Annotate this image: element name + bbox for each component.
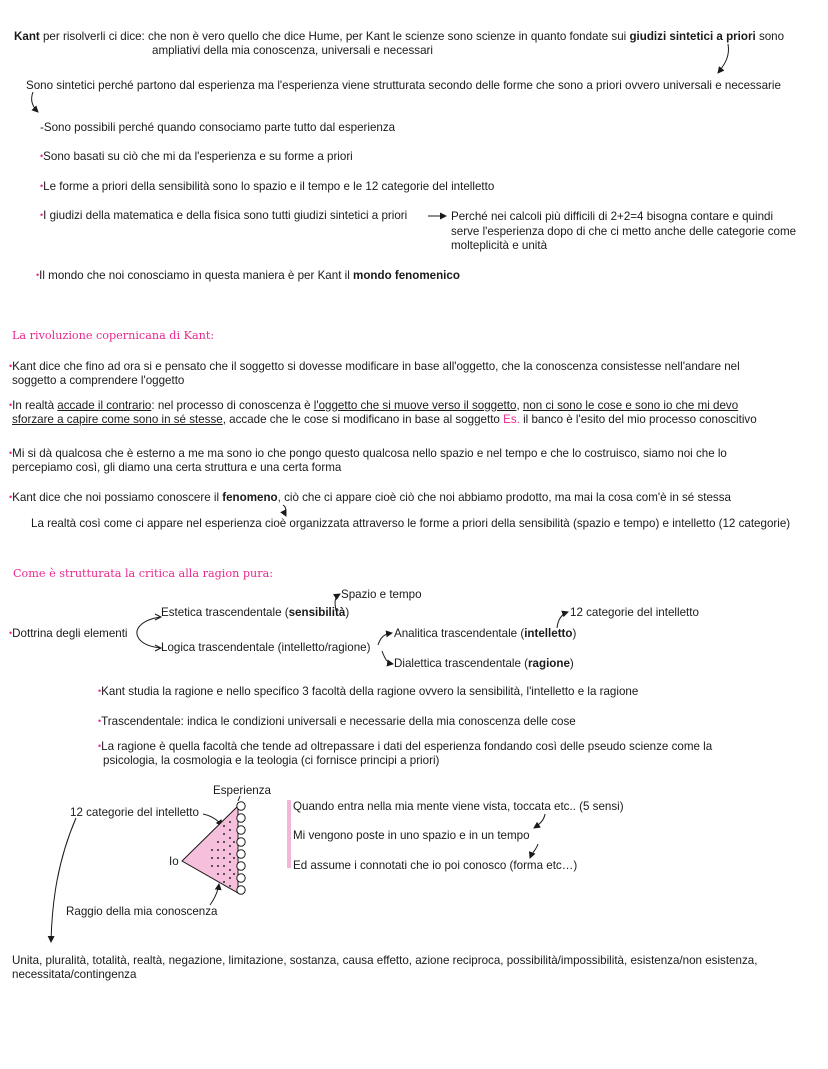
label-dialettica: Dialettica trascendentale (ragione): [394, 657, 574, 670]
bullet-dot: •: [40, 181, 44, 191]
bullet-dot: •: [9, 361, 13, 371]
label-estetica: Estetica trascendentale (sensibilità): [161, 606, 350, 619]
knowledge-cone: [182, 806, 238, 893]
arrow-categorie: [557, 612, 568, 628]
diagram-desc-1: Quando entra nella mia mente viene vista, toccata etc.. (5 sensi): [293, 800, 624, 813]
label-dottrina: •Dottrina degli elementi: [9, 627, 128, 640]
arrow-esperienza: [238, 796, 240, 801]
math-note-3: molteplicità e unità: [451, 239, 548, 252]
diagram-desc-3: Ed assume i connotati che io poi conosco (forma etc…): [293, 859, 578, 872]
intro-line-3: Sono sintetici perché partono dal esperienza ma l'esperienza viene strutturata secondo delle forme che sono a priori ovvero universali e necessarie: [26, 79, 781, 92]
struttura-note-1: •Kant studia la ragione e nello specifico 3 facoltà della ragione ovvero la sensibilità, l'intelletto e la ragione: [98, 685, 639, 698]
struttura-note-2: •Trascendentale: indica le condizioni universali e necessarie della mia conoscenza delle cose: [98, 715, 576, 728]
arrow-categorie-list: [51, 818, 76, 942]
bullet-dot: •: [9, 400, 13, 410]
intro-line-1: Kant per risolverli ci dice: che non è vero quello che dice Hume, per Kant le scienze sono scienze in quanto fondate sui giudizi sintetici a priori sono: [14, 30, 785, 43]
math-note-1: Perché nei calcoli più difficili di 2+2=4 bisogna contare e quindi: [451, 210, 774, 223]
bullet-dot: •: [36, 270, 40, 280]
kant-name: Kant: [14, 30, 40, 43]
brace-dottrina: [137, 617, 160, 648]
rivoluzione-realta: La realtà così come ci appare nel esperienza cioè organizzata attraverso le forme a priori della sensibilità (spazio e tempo) e intelletto (12 categorie): [31, 517, 791, 530]
example-label: Es.: [503, 413, 520, 426]
rivoluzione-bullet-4: •Kant dice che noi possiamo conoscere il fenomeno, ciò che ci appare cioè ciò che noi abbiamo prodotto, ma mai la cosa com'è in sé stessa: [9, 491, 731, 504]
heading-rivoluzione: La rivoluzione copernicana di Kant:: [12, 329, 215, 342]
struttura-note-3-cont: psicologia, la cosmologia e la teologia (ci fornisce principi a priori): [103, 754, 440, 767]
bullet-dot: •: [98, 686, 102, 696]
diagram-desc-2: Mi vengono poste in uno spazio e in un tempo: [293, 829, 530, 842]
bullet-dot: •: [98, 741, 102, 751]
arrow-fenomeno: [283, 505, 286, 516]
arrow-desc-2: [530, 844, 538, 858]
bullet-dot: •: [40, 210, 44, 220]
arrow-spazio: [335, 594, 340, 610]
rivoluzione-bullet-2: •In realtà accade il contrario: nel processo di conoscenza è l'oggetto che si muove verso il soggetto, non ci sono le cose e sono io che mi devo: [9, 399, 739, 412]
label-esperienza: Esperienza: [213, 784, 272, 797]
bullet-basati: •Sono basati su ciò che mi da l'esperienza e su forme a priori: [40, 150, 353, 163]
bullet-possibili: -Sono possibili perché quando consociamo parte tutto dal esperienza: [40, 121, 396, 134]
label-io: Io: [169, 855, 179, 868]
rivoluzione-bullet-1-cont: soggetto a comprendere l'oggetto: [12, 374, 185, 387]
intro-line-2: ampliativi della mia conoscenza, universali e necessari: [152, 44, 433, 57]
categorie-list-2: necessitata/contingenza: [12, 968, 137, 981]
rivoluzione-bullet-3: •Mi si dà qualcosa che è esterno a me ma sono io che pongo questo qualcosa nello spazio e nel tempo e che lo costruisco, siamo noi che lo: [9, 447, 727, 460]
arrow-desc-1: [534, 814, 545, 828]
label-categorie: 12 categorie del intelletto: [570, 606, 699, 619]
categorie-list-1: Unita, pluralità, totalità, realtà, negazione, limitazione, sostanza, causa effetto, azione reciproca, possibilità/impossibilità, esistenza/non esistenza,: [12, 954, 758, 967]
brace-logica: [378, 633, 392, 645]
math-note-2: serve l'esperienza dopo di che ci metto anche delle categorie come: [451, 225, 797, 238]
label-analitica: Analitica trascendentale (intelletto): [394, 627, 577, 640]
label-spazio-tempo: Spazio e tempo: [341, 588, 422, 601]
label-raggio: Raggio della mia conoscenza: [66, 905, 218, 918]
heading-struttura: Come è strutturata la critica alla ragion pura:: [13, 567, 274, 580]
rivoluzione-bullet-2-cont: sforzare a capire come sono in sé stesse, accade che le cose si modificano in base al soggetto Es. il banco è l'esito del mio processo conoscitivo: [12, 413, 757, 426]
bullet-dot: •: [40, 151, 44, 161]
rivoluzione-bullet-1: •Kant dice che fino ad ora si e pensato che il soggetto si dovesse modificare in base all'oggetto, che la conoscenza consistesse nell'andare nel: [9, 360, 740, 373]
rivoluzione-bullet-3-cont: percepiamo così, gli diamo una certa struttura e una certa forma: [12, 461, 342, 474]
bullet-giudizi: •I giudizi della matematica e della fisica sono tutti giudizi sintetici a priori: [40, 209, 408, 222]
bullet-forme: •Le forme a priori della sensibilità sono lo spazio e il tempo e le 12 categorie del intelletto: [40, 180, 495, 193]
bullet-dot: •: [98, 716, 102, 726]
bullet-mondo: •Il mondo che noi conosciamo in questa maniera è per Kant il mondo fenomenico: [36, 269, 460, 282]
bullet-dot: •: [9, 628, 13, 638]
arrow-sono-sintetici: [32, 92, 38, 112]
label-logica: Logica trascendentale (intelletto/ragione): [161, 641, 371, 654]
arrow-sintetici: [718, 44, 729, 73]
bullet-dot: •: [9, 448, 13, 458]
label-diagram-categorie: 12 categorie del intelletto: [70, 806, 199, 819]
bullet-dot: •: [9, 492, 13, 502]
arrow-raggio: [210, 884, 219, 905]
struttura-note-3: •La ragione è quella facoltà che tende ad oltrepassare i dati del esperienza fondando così delle pseudo scienze come la: [98, 740, 713, 753]
